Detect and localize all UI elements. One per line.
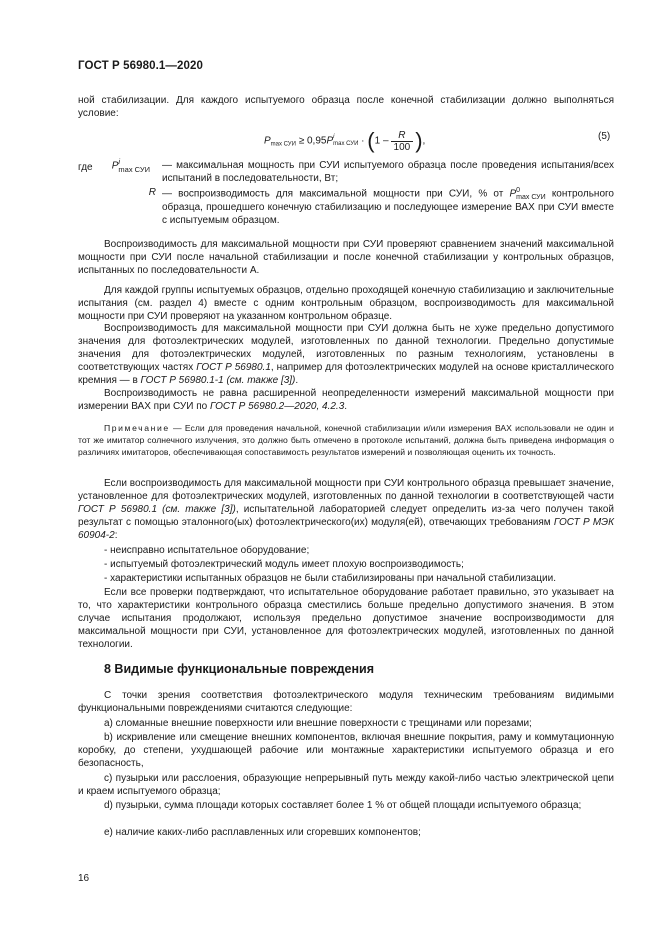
- formula-trail: ,: [422, 135, 426, 147]
- paragraph-3-ref2: ГОСТ Р 56980.1-1 (см. также [3]): [140, 375, 296, 386]
- paragraph-2: Для каждой группы испытуемых образцов, отдельно проходящей конечную стабилизацию и заключительные испытания (см. раздел 4) вместе с одним контрольным образцом, воспроизводимость для максимальной мощности при СУИ проверяют на указанном контрольном образце.: [78, 285, 614, 322]
- formula-rhs-p: P: [326, 135, 334, 147]
- paragraph-5-ref2: ГОСТ Р МЭК 60904-2: [78, 517, 614, 541]
- paragraph-4-a: Воспроизводимость не равна расширенной неопределенности измерений максимальной мощности при измерении ВАХ при СУИ по: [78, 388, 614, 412]
- def-symbol-sup: i: [118, 157, 121, 166]
- section-8-heading: 8 Видимые функциональные повреждения: [104, 662, 374, 676]
- formula-5: [264, 128, 425, 154]
- paragraph-4-ref: ГОСТ Р 56980.2—2020, 4.2.3: [209, 401, 345, 412]
- formula-relation: ≥ 0,95: [298, 135, 327, 147]
- formula-number: (5): [598, 131, 611, 142]
- paragraph-4-b: .: [344, 401, 348, 412]
- bullet-item: - неисправно испытательное оборудование;: [104, 545, 310, 556]
- formula-numerator: R: [391, 130, 414, 142]
- intro-paragraph: ной стабилизации. Для каждого испытуемого образца после конечной стабилизации должно выполняться условие:: [78, 95, 614, 119]
- bullet-item: - характеристики испытанных образцов не были стабилизированы при начальной стабилизации.: [104, 573, 556, 584]
- formula-lhs-sub: max СУИ: [270, 141, 296, 148]
- formula-open-paren: (: [367, 128, 375, 153]
- formula-dot: ·: [361, 135, 365, 147]
- paragraph-3-b: , например для фотоэлектрических модулей на основе кристаллического кремния — в: [78, 362, 614, 386]
- paragraph-5-a: Если воспроизводимость для максимальной мощности при СУИ контрольного образца превышает значение, установленное для фотоэлектрических модулей, изготовленных по данной технологии в соответствующей части: [78, 478, 614, 502]
- formula-lhs: P: [264, 135, 271, 147]
- def-text-r-p: P: [509, 188, 517, 200]
- list-item-d: d) пузырьки, сумма площади которых составляет более 1 % от общей площади испытуемого образца;: [104, 800, 582, 811]
- def-symbol-pi: [108, 158, 150, 174]
- def-text-r-sup: 0: [516, 187, 521, 194]
- formula-fraction: [391, 130, 414, 153]
- page-number: 16: [78, 873, 90, 884]
- list-item-a: a) сломанные внешние поверхности или внешние поверхности с трещинами или порезами;: [104, 718, 532, 729]
- def-text-r-b: контрольного образца, прошедшего конечную стабилизацию и последующее измерение ВАХ при СУИ вместе с испытуемым образцом.: [162, 188, 614, 226]
- def-text-r-a: — воспроизводимость для максимальной мощности при СУИ, % от: [162, 188, 510, 200]
- formula-rhs-sub: max СУИ: [333, 141, 359, 147]
- paragraph-5: [78, 477, 614, 542]
- paragraph-4: [78, 387, 614, 413]
- paragraph-6: Если все проверки подтверждают, что испытательное оборудование работает правильно, это указывает на то, что характеристики контрольного образца сместились больше предельно допустимого значения. В этом случае испытания продолжают, используя предельно допустимое значение воспроизводимости для максимальной мощности при СУИ, установленное для фотоэлектрических модулей, изготовленных по данной технологии.: [78, 587, 614, 650]
- formula-denominator: 100: [393, 141, 411, 153]
- def-symbol-r: R: [148, 187, 156, 198]
- def-text-r-sub: max СУИ: [516, 194, 546, 201]
- note-text: — Если для проведения начальной, конечной стабилизации и/или измерения ВАХ использовали не один и тот же имитатор солнечного излучения, это должно быть отмечено в протоколе испытаний, должна быть приведена информация о различиях имитаторов, обеспечивающая сопоставимость результатов измерений и позволяющая оценить их точность.: [78, 423, 614, 457]
- paragraph-3-ref1: ГОСТ Р 56980.1: [196, 362, 271, 373]
- paragraph-3-c: .: [295, 375, 299, 386]
- note-label: Примечание: [104, 423, 170, 433]
- note: [78, 423, 614, 458]
- paragraph-3-a: Воспроизводимость для максимальной мощности при СУИ должна быть не хуже предельно допустимого значения для фотоэлектрических модулей, изготовленных по данной технологии. Предельно допустимые значения для фотоэлектрических модулей, изготовленных по разным технологиям, установлены в соответствующих частях: [78, 323, 614, 373]
- def-text-r: [162, 187, 614, 227]
- list-item-b: b) искривление или смещение внешних компонентов, включая внешние покрытия, раму и коммутационную коробку, до степени, ухудшающей рабочие или монтажные характеристики испытуемого образца и его безопасность,: [78, 732, 614, 769]
- bullet-item: - испытуемый фотоэлектрический модуль имеет плохую воспроизводимость;: [104, 559, 464, 570]
- paragraph-5-c: :: [114, 530, 118, 541]
- list-item-e: e) наличие каких-либо расплавленных или сгоревших компонентов;: [104, 827, 421, 838]
- paragraph-5-b: , испытательной лабораторией следует определить из-за чего получен такой результат с помощью эталонного(ых) фотоэлектрического(их) модуля(ей), отвечающих требованиям: [78, 504, 615, 528]
- formula-close-paren: ): [415, 128, 423, 153]
- paragraph-5-ref1: ГОСТ Р 56980.1 (см. также [3]): [78, 504, 236, 515]
- where-label: где: [78, 162, 93, 173]
- def-symbol-sub: max СУИ: [118, 165, 150, 174]
- section-8-intro: С точки зрения соответствия фотоэлектрического модуля техническим требованиям видимыми функциональными повреждениями считаются следующие:: [78, 690, 614, 714]
- list-item-c: c) пузырьки или расслоения, образующие непрерывный путь между какой-либо частью электрической цепи и краем испытуемого образца;: [78, 773, 614, 797]
- page-header-title: ГОСТ Р 56980.1—2020: [78, 60, 203, 72]
- def-symbol-p: P: [111, 160, 119, 172]
- paragraph-3: [78, 322, 614, 387]
- paragraph-1: Воспроизводимость для максимальной мощности при СУИ проверяют сравнением значений максимальной мощности при СУИ после начальной стабилизации и после конечной стабилизации у контрольных образцов, испытанных по последовательности А.: [78, 239, 614, 276]
- formula-rhs-sup: i: [333, 134, 335, 140]
- def-text-pi: — максимальная мощность при СУИ испытуемого образца после проведения испытания/всех испытаний в последовательности, Вт;: [162, 160, 614, 184]
- formula-one-minus: 1 –: [374, 135, 389, 147]
